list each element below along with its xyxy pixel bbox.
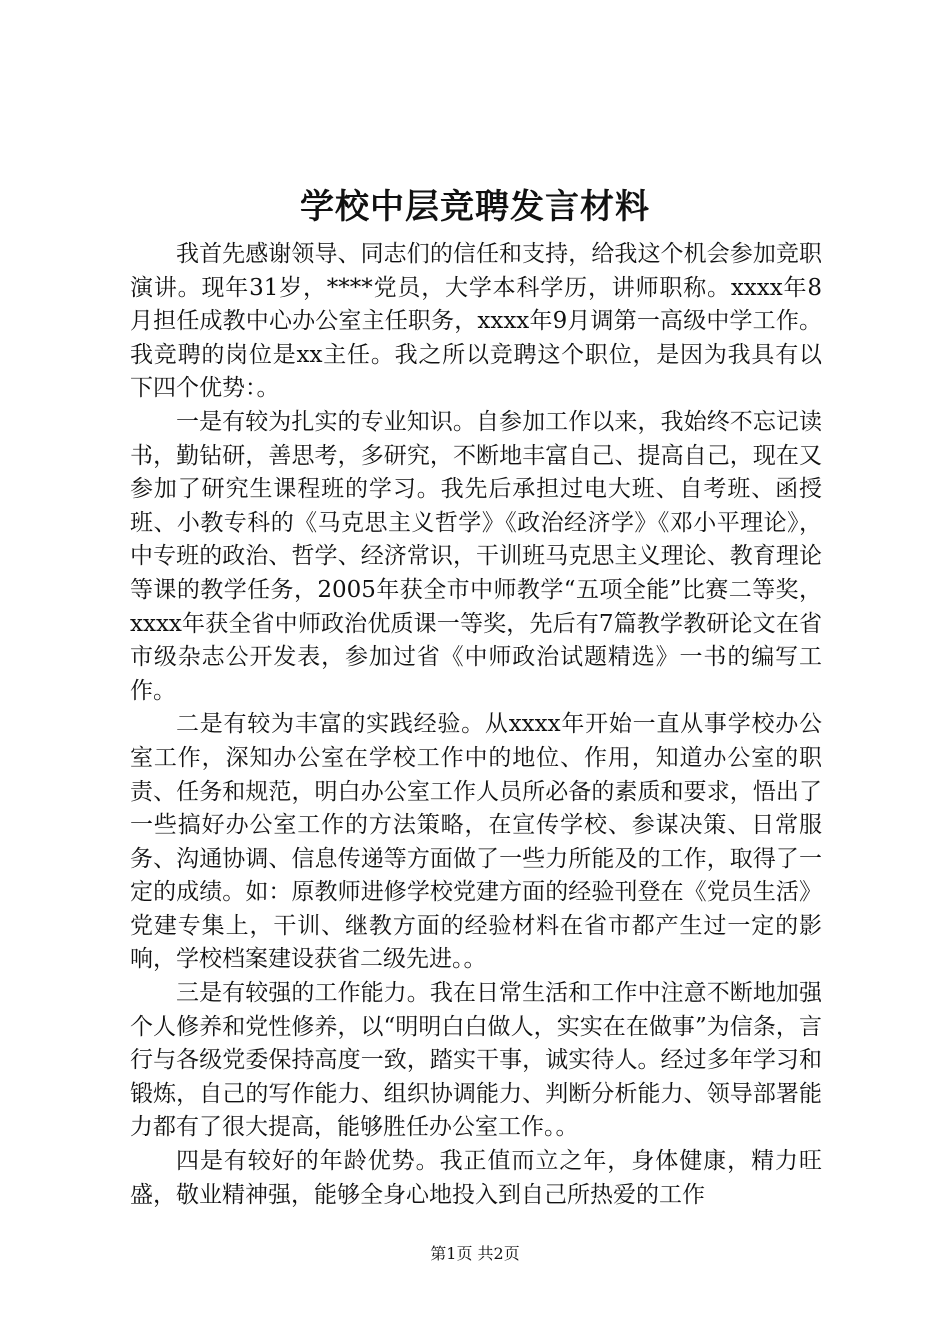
paragraph-intro: 我首先感谢领导、同志们的信任和支持，给我这个机会参加竞职演讲。现年31岁，****党员，大学本科学历，讲师职称。xxxx年8月担任成教中心办公室主任职务，xxxx年9月调第一高级中学工作。我竞聘的岗位是xx主任。我之所以竞聘这个职位，是因为我具有以下四个优势：。 bbox=[130, 241, 822, 402]
page-number-footer: 第1页 共2页 bbox=[430, 1244, 520, 1263]
paragraph-experience: 二是有较为丰富的实践经验。从xxxx年开始一直从事学校办公室工作，深知办公室在学校工作中的地位、作用，知道办公室的职责、任务和规范，明白办公室工作人员所必备的素质和要求，悟出了一些搞好办公室工作的方法策略，在宣传学校、参谋决策、日常服务、沟通协调、信息传递等方面做了一些力所能及的工作，取得了一定的成绩。如：原教师进修学校党建方面的经验刊登在《党员生活》党建专集上，干训、继教方面的经验材料在省市都产生过一定的影响，学校档案建设获省二级先进。。 bbox=[130, 711, 822, 973]
paragraph-ability: 三是有较强的工作能力。我在日常生活和工作中注意不断地加强个人修养和党性修养，以“明明白白做人，实实在在做事”为信条，言行与各级党委保持高度一致，踏实干事，诚实待人。经过多年学习和锻炼，自己的写作能力、组织协调能力、判断分析能力、领导部署能力都有了很大提高，能够胜任办公室工作。。 bbox=[130, 980, 822, 1141]
paragraph-age: 四是有较好的年龄优势。我正值而立之年，身体健康，精力旺盛，敬业精神强，能够全身心地投入到自己所热爱的工作 bbox=[130, 1148, 822, 1208]
document-title: 学校中层竞聘发言材料 bbox=[300, 187, 650, 227]
paragraph-knowledge: 一是有较为扎实的专业知识。自参加工作以来，我始终不忘记读书，勤钻研，善思考，多研究，不断地丰富自己、提高自己，现在又参加了研究生课程班的学习。我先后承担过电大班、自考班、函授班、小教专科的《马克思主义哲学》《政治经济学》《邓小平理论》，中专班的政治、哲学、经济常识，干训班马克思主义理论、教育理论等课的教学任务，2005年获全市中师教学“五项全能”比赛二等奖，xxxx年获全省中师政治优质课一等奖，先后有7篇教学教研论文在省市级杂志公开发表，参加过省《中师政治试题精选》一书的编写工作。 bbox=[130, 408, 822, 704]
document-body bbox=[130, 238, 822, 1212]
